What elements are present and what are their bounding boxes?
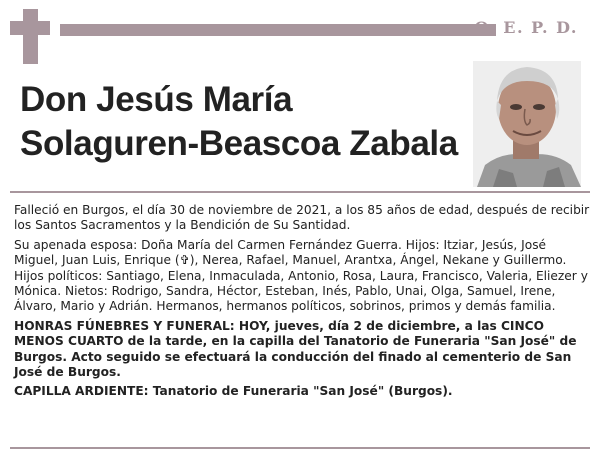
header-rule — [60, 24, 496, 36]
cross-icon-vertical — [23, 9, 38, 64]
family-list: Su apenada esposa: Doña María del Carmen Fernández Guerra. Hijos: Itziar, Jesús, José Miguel, Juan Luis, Enrique (✞), Nerea, Rafael, Manuel, Arantxa, Ángel, Nekane y Guillermo. Hijos políticos: Santiago, Elena, Inmaculada, Antonio, Rosa, Laura, Francisco, Valeria, Eliezer y Mónica. Nietos: Rodrigo, Sandra, Héctor, Esteban, Inés, Pablo, Unai, Olga, Samuel, Irene, Álvaro, Mario y Adrián. Hermanos, hermanos políticos, sobrinos, primos y demás familia. — [14, 237, 588, 314]
name-line-2: Solaguren-Beascoa Zabala — [20, 124, 458, 163]
footer-rule — [10, 447, 590, 449]
qepd-label: Q. E. P. D. — [474, 18, 578, 37]
section-divider — [10, 191, 590, 193]
deceased-name — [20, 78, 470, 166]
funeral-info: HONRAS FÚNEBRES Y FUNERAL: HOY, jueves, día 2 de diciembre, a las CINCO MENOS CUARTO de la tarde, en la capilla del Tanatorio de Funeraria "San José" de Burgos. Acto seguido se efectuará la conducción del finado al cementerio de San José de Burgos. — [14, 318, 577, 380]
cross-icon-horizontal — [10, 21, 50, 35]
wake-info: CAPILLA ARDIENTE: Tanatorio de Funeraria "San José" (Burgos). — [14, 384, 453, 399]
obituary-text — [14, 203, 590, 404]
name-line-1: Don Jesús María — [20, 80, 293, 119]
death-notice: Falleció en Burgos, el día 30 de noviembre de 2021, a los 85 años de edad, después de recibir los Santos Sacramentos y la Bendición de Su Santidad. — [14, 203, 590, 233]
portrait-icon — [473, 61, 581, 187]
portrait-photo — [473, 61, 581, 187]
